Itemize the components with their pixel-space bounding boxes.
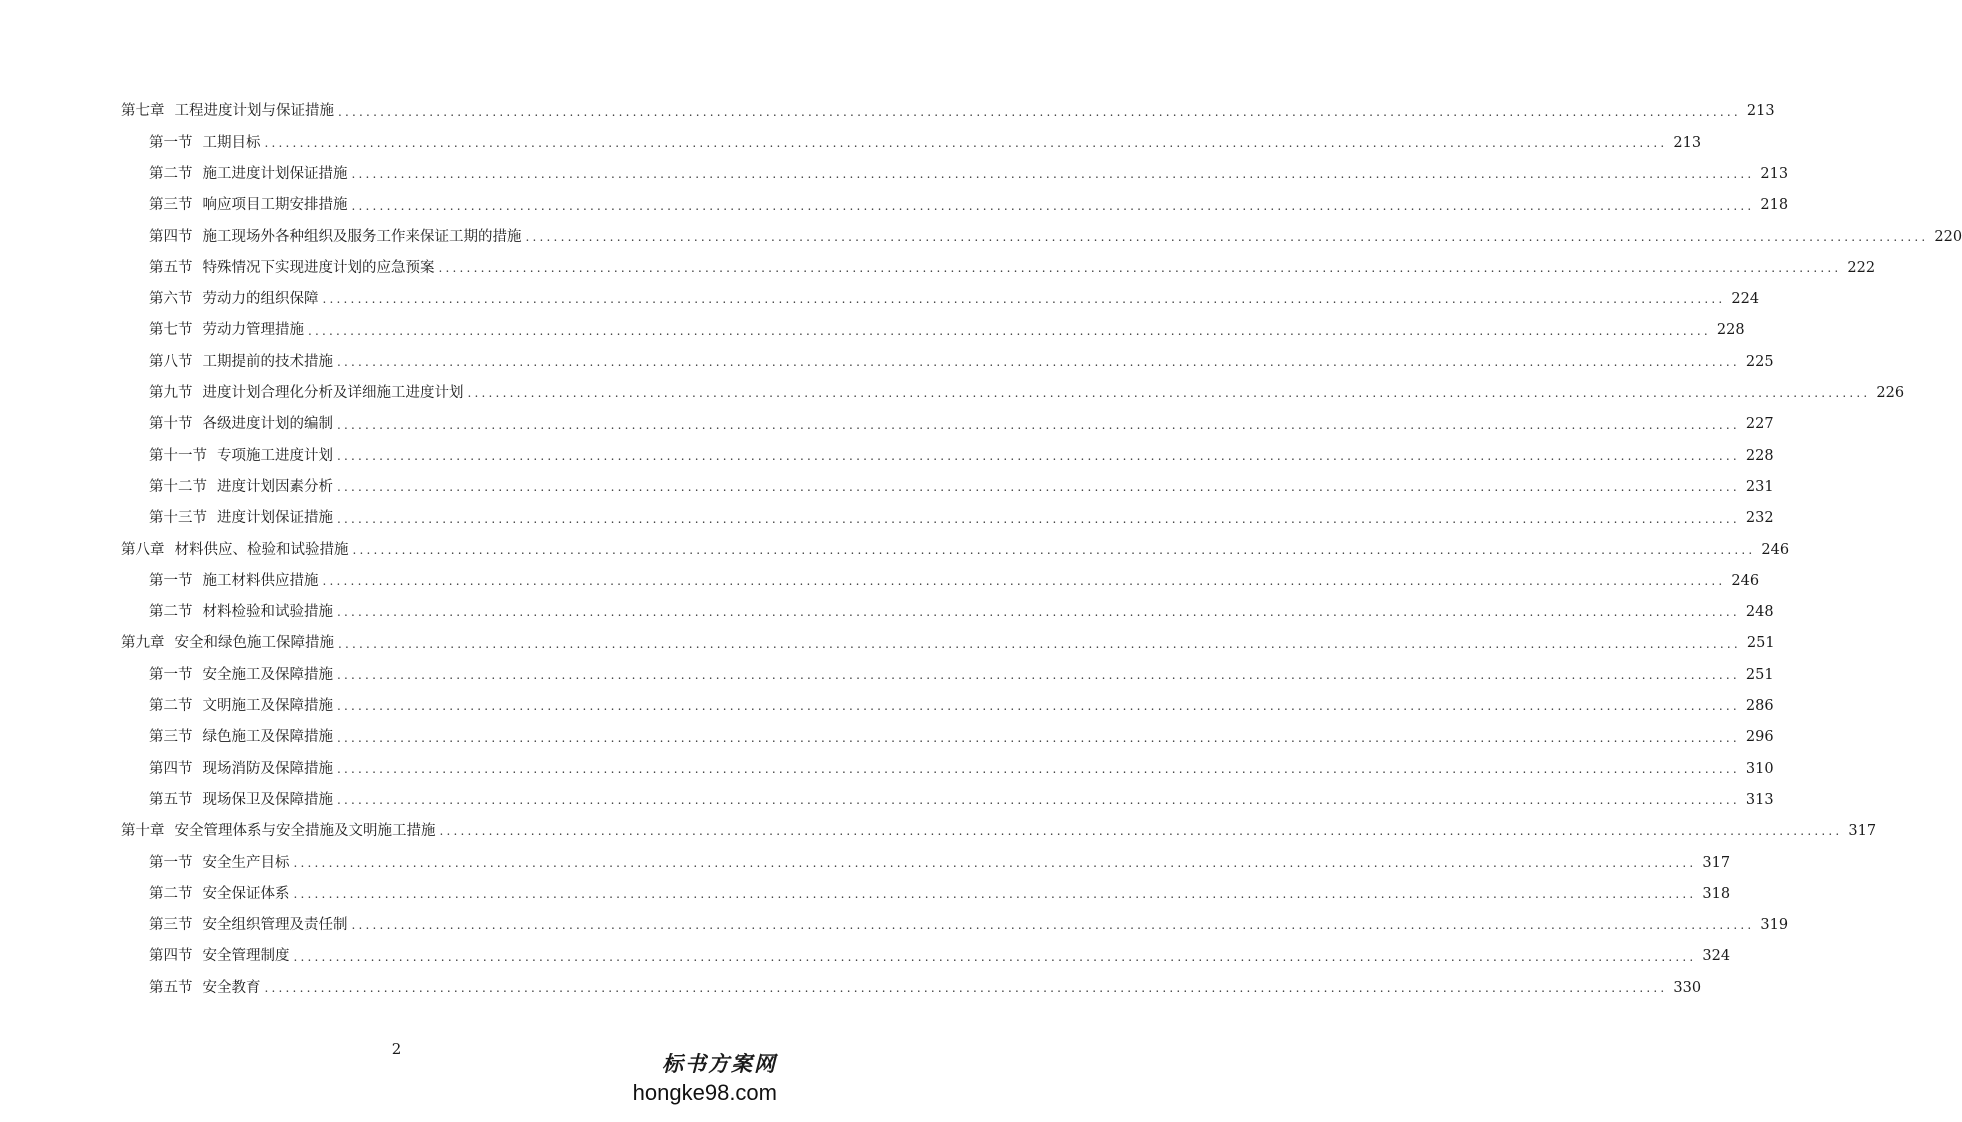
- watermark-name: 标书方案网: [662, 1052, 777, 1076]
- toc-leader-dots: ........................................................................................................................................................................................................: [308, 323, 1711, 338]
- toc-section-entry: [0, 847, 1731, 878]
- toc-entry-page: 227: [1745, 416, 1774, 433]
- toc-entry-number: 第七节: [149, 322, 193, 339]
- toc-section-entry: [0, 503, 1774, 534]
- toc-section-entry: [0, 378, 1905, 409]
- toc-entry-number: 第二节: [149, 698, 193, 715]
- toc-entry-number: 第三节: [149, 197, 193, 214]
- toc-entry-page: 318: [1702, 885, 1731, 902]
- toc-section-entry: [0, 190, 1789, 221]
- toc-section-entry: [0, 691, 1774, 722]
- toc-entry-title: 安全保证体系: [202, 885, 290, 902]
- toc-entry-page: 232: [1745, 510, 1774, 527]
- toc-entry-number: 第二节: [149, 165, 193, 182]
- toc-entry-title: 施工现场外各种组织及服务工作来保证工期的措施: [202, 228, 522, 245]
- toc-entry-page: 251: [1746, 635, 1775, 652]
- toc-entry-page: 246: [1731, 572, 1760, 589]
- toc-section-entry: [0, 252, 1876, 283]
- toc-section-entry: [0, 565, 1760, 596]
- toc-leader-dots: ........................................................................................................................................................................................................: [293, 949, 1697, 964]
- toc-section-entry: [0, 346, 1774, 377]
- toc-entry-page: 231: [1745, 478, 1774, 495]
- toc-entry-title: 各级进度计划的编制: [202, 416, 333, 433]
- toc-leader-dots: ........................................................................................................................................................................................................: [352, 542, 1756, 557]
- toc-entry-number: 第九节: [149, 385, 193, 402]
- toc-entry-title: 安全管理体系与安全措施及文明施工措施: [174, 823, 436, 840]
- toc-entry-number: 第五节: [149, 791, 193, 808]
- toc-chapter-entry: [0, 534, 1790, 565]
- table-of-contents: [0, 96, 1962, 1004]
- toc-leader-dots: ........................................................................................................................................................................................................: [438, 261, 1842, 276]
- toc-section-entry: [0, 127, 1702, 158]
- toc-leader-dots: ........................................................................................................................................................................................................: [525, 229, 1929, 244]
- toc-leader-dots: ........................................................................................................................................................................................................: [337, 667, 1740, 682]
- toc-section-entry: [0, 597, 1774, 628]
- toc-entry-title: 劳动力管理措施: [202, 322, 304, 339]
- toc-entry-page: 226: [1876, 385, 1905, 402]
- toc-leader-dots: ........................................................................................................................................................................................................: [351, 918, 1755, 933]
- toc-entry-title: 进度计划因素分析: [217, 478, 333, 495]
- toc-leader-dots: ........................................................................................................................................................................................................: [337, 448, 1740, 463]
- toc-entry-number: 第十节: [149, 416, 193, 433]
- toc-leader-dots: ........................................................................................................................................................................................................: [467, 386, 1871, 401]
- toc-entry-number: 第七章: [121, 103, 165, 120]
- toc-section-entry: [0, 440, 1774, 471]
- toc-entry-title: 进度计划保证措施: [217, 510, 333, 527]
- toc-entry-number: 第一节: [149, 854, 193, 871]
- toc-leader-dots: ........................................................................................................................................................................................................: [264, 980, 1668, 995]
- toc-entry-number: 第八章: [121, 541, 165, 558]
- toc-leader-dots: ........................................................................................................................................................................................................: [439, 824, 1843, 839]
- toc-section-entry: [0, 722, 1774, 753]
- toc-leader-dots: ........................................................................................................................................................................................................: [293, 855, 1697, 870]
- toc-entry-title: 材料供应、检验和试验措施: [174, 541, 349, 558]
- toc-entry-title: 工期提前的技术措施: [202, 353, 333, 370]
- toc-entry-number: 第二节: [149, 604, 193, 621]
- toc-entry-title: 施工材料供应措施: [202, 572, 319, 589]
- toc-chapter-entry: [0, 628, 1775, 659]
- toc-entry-number: 第四节: [149, 948, 193, 965]
- toc-chapter-entry: [0, 816, 1877, 847]
- toc-entry-number: 第一节: [149, 572, 193, 589]
- toc-entry-title: 工程进度计划与保证措施: [174, 103, 334, 120]
- toc-entry-number: 第二节: [149, 885, 193, 902]
- toc-entry-title: 文明施工及保障措施: [202, 698, 333, 715]
- toc-entry-title: 安全和绿色施工保障措施: [174, 635, 334, 652]
- toc-entry-number: 第四节: [149, 228, 193, 245]
- toc-section-entry: [0, 878, 1731, 909]
- toc-entry-number: 第一节: [149, 666, 193, 683]
- toc-entry-page: 218: [1760, 197, 1789, 214]
- toc-leader-dots: ........................................................................................................................................................................................................: [337, 417, 1740, 432]
- page-number: 2: [391, 1040, 402, 1058]
- toc-leader-dots: ........................................................................................................................................................................................................: [337, 761, 1740, 776]
- toc-leader-dots: ........................................................................................................................................................................................................: [338, 104, 1741, 119]
- toc-entry-number: 第三节: [149, 729, 193, 746]
- toc-leader-dots: ........................................................................................................................................................................................................: [337, 511, 1740, 526]
- toc-entry-title: 现场保卫及保障措施: [202, 791, 333, 808]
- toc-leader-dots: ........................................................................................................................................................................................................: [338, 636, 1741, 651]
- toc-entry-page: 222: [1847, 259, 1876, 276]
- toc-leader-dots: ........................................................................................................................................................................................................: [322, 574, 1726, 589]
- toc-entry-title: 安全施工及保障措施: [202, 666, 333, 683]
- toc-section-entry: [0, 315, 1745, 346]
- toc-entry-number: 第十二节: [149, 478, 207, 495]
- toc-section-entry: [0, 941, 1731, 972]
- toc-entry-number: 第三节: [149, 917, 193, 934]
- toc-entry-number: 第一节: [149, 134, 193, 151]
- toc-entry-page: 220: [1934, 228, 1962, 245]
- toc-leader-dots: ........................................................................................................................................................................................................: [351, 167, 1755, 182]
- toc-section-entry: [0, 972, 1702, 1003]
- toc-entry-page: 317: [1848, 823, 1877, 840]
- toc-entry-number: 第十三节: [149, 510, 207, 527]
- toc-entry-number: 第五节: [149, 259, 193, 276]
- toc-entry-page: 213: [1760, 165, 1789, 182]
- toc-leader-dots: ........................................................................................................................................................................................................: [337, 793, 1740, 808]
- toc-entry-page: 213: [1746, 103, 1775, 120]
- toc-leader-dots: ........................................................................................................................................................................................................: [337, 480, 1740, 495]
- toc-entry-number: 第四节: [149, 760, 193, 777]
- toc-leader-dots: ........................................................................................................................................................................................................: [293, 887, 1697, 902]
- toc-section-entry: [0, 284, 1760, 315]
- toc-leader-dots: ........................................................................................................................................................................................................: [337, 355, 1740, 370]
- toc-leader-dots: ........................................................................................................................................................................................................: [351, 198, 1755, 213]
- toc-entry-page: 213: [1673, 134, 1702, 151]
- toc-entry-page: 248: [1745, 604, 1774, 621]
- toc-entry-title: 安全管理制度: [202, 948, 290, 965]
- toc-entry-number: 第五节: [149, 979, 193, 996]
- toc-entry-title: 劳动力的组织保障: [202, 291, 319, 308]
- toc-section-entry: [0, 659, 1774, 690]
- toc-leader-dots: ........................................................................................................................................................................................................: [337, 699, 1740, 714]
- toc-entry-title: 现场消防及保障措施: [202, 760, 333, 777]
- toc-section-entry: [0, 409, 1774, 440]
- toc-entry-page: 310: [1745, 760, 1774, 777]
- toc-entry-number: 第十一节: [149, 447, 207, 464]
- toc-entry-page: 225: [1745, 353, 1774, 370]
- toc-section-entry: [0, 785, 1774, 816]
- toc-section-entry: [0, 472, 1774, 503]
- watermark: [633, 1048, 777, 1106]
- toc-entry-number: 第九章: [121, 635, 165, 652]
- toc-entry-page: 251: [1745, 666, 1774, 683]
- toc-entry-title: 特殊情况下实现进度计划的应急预案: [202, 259, 435, 276]
- toc-entry-page: 313: [1745, 791, 1774, 808]
- toc-entry-page: 296: [1745, 729, 1774, 746]
- toc-entry-number: 第八节: [149, 353, 193, 370]
- toc-section-entry: [0, 753, 1774, 784]
- toc-entry-title: 绿色施工及保障措施: [202, 729, 333, 746]
- toc-entry-page: 330: [1673, 979, 1702, 996]
- toc-entry-title: 材料检验和试验措施: [202, 604, 333, 621]
- toc-entry-page: 224: [1731, 291, 1760, 308]
- toc-leader-dots: ........................................................................................................................................................................................................: [322, 292, 1726, 307]
- toc-entry-page: 246: [1761, 541, 1790, 558]
- toc-entry-page: 228: [1716, 322, 1745, 339]
- toc-entry-title: 专项施工进度计划: [217, 447, 333, 464]
- toc-entry-title: 响应项目工期安排措施: [202, 197, 348, 214]
- toc-chapter-entry: [0, 96, 1775, 127]
- toc-entry-title: 施工进度计划保证措施: [202, 165, 348, 182]
- toc-leader-dots: ........................................................................................................................................................................................................: [337, 605, 1740, 620]
- toc-entry-title: 进度计划合理化分析及详细施工进度计划: [202, 385, 464, 402]
- toc-entry-page: 286: [1745, 698, 1774, 715]
- toc-leader-dots: ........................................................................................................................................................................................................: [264, 135, 1668, 150]
- toc-section-entry: [0, 221, 1962, 252]
- toc-section-entry: [0, 910, 1789, 941]
- watermark-url: hongke98.com: [632, 1080, 777, 1105]
- toc-entry-title: 安全组织管理及责任制: [202, 917, 348, 934]
- toc-section-entry: [0, 159, 1789, 190]
- toc-entry-page: 324: [1702, 948, 1731, 965]
- toc-leader-dots: ........................................................................................................................................................................................................: [337, 730, 1740, 745]
- toc-entry-title: 工期目标: [202, 134, 261, 151]
- toc-entry-title: 安全生产目标: [202, 854, 290, 871]
- toc-entry-number: 第六节: [149, 291, 193, 308]
- toc-entry-page: 319: [1760, 917, 1789, 934]
- toc-entry-title: 安全教育: [202, 979, 261, 996]
- toc-entry-page: 317: [1702, 854, 1731, 871]
- toc-entry-number: 第十章: [121, 823, 165, 840]
- toc-entry-page: 228: [1745, 447, 1774, 464]
